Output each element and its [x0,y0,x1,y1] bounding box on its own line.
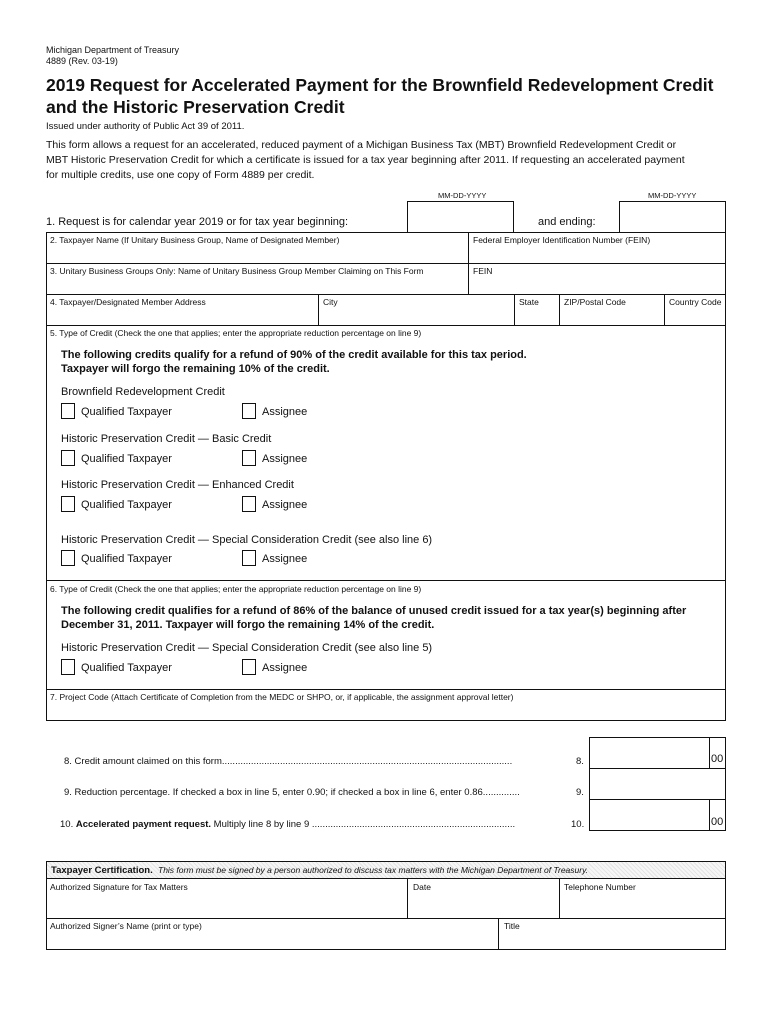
end-date-format: MM-DD-YYYY [648,191,697,200]
checkbox-label: Qualified Taxpayer [81,453,172,465]
line5-qualify-line2: Taxpayer will forgo the remaining 10% of the credit. [61,363,330,375]
checkbox-label: Assignee [262,662,308,674]
line6-qualified-checkbox[interactable] [61,659,75,675]
signer-title-field[interactable] [500,932,725,949]
form-title-line1: 2019 Request for Accelerated Payment for the Brownfield Redevelopment Credit [46,75,714,95]
signature-label: Authorized Signature for Tax Matters [50,882,188,892]
authority-text: Issued under authority of Public Act 39 of 2011. [46,121,245,132]
historic-special-assignee-checkbox[interactable] [242,550,256,566]
fein-label: Federal Employer Identification Number (FEIN) [473,235,651,245]
checkbox-label: Assignee [262,553,308,565]
historic-enhanced-title: Historic Preservation Credit — Enhanced Credit [61,479,294,491]
signature-date-field[interactable] [409,893,558,917]
address-field[interactable] [47,308,317,325]
signer-name-label: Authorized Signer’s Name (print or type) [50,921,202,931]
line6-qualify-line1: The following credit qualifies for a refund of 86% of the balance of unused credit issued for a tax year(s) beginning after [61,605,687,617]
line7-label: 7. Project Code (Attach Certificate of Completion from the MEDC or SHPO, or, if applicable, the assignment approval letter) [50,692,514,702]
country-label: Country Code [669,297,722,307]
cert-divider [407,878,408,918]
brownfield-assignee-checkbox[interactable] [242,403,256,419]
cert-divider [46,918,726,919]
line2-label: 2. Taxpayer Name (If Unitary Business Group, Name of Designated Member) [50,235,340,245]
line1-label: 1. Request is for calendar year 2019 or for tax year beginning: [46,216,349,228]
certification-heading: Taxpayer Certification. This form must be signed by a person authorized to discuss tax matters with the Michigan Department of Treasury. [51,865,589,876]
checkbox-label: Qualified Taxpayer [81,499,172,511]
country-field[interactable] [666,308,725,325]
cert-divider [559,878,560,918]
historic-basic-assignee-checkbox[interactable] [242,450,256,466]
zip-field[interactable] [561,308,663,325]
cents-divider [709,799,710,831]
state-label: State [519,297,539,307]
line8-cents: 00 [711,753,724,765]
line6-assignee-checkbox[interactable] [242,659,256,675]
historic-special-title: Historic Preservation Credit — Special Consideration Credit (see also line 6) [61,534,433,546]
grid-divider [664,294,665,326]
historic-basic-title: Historic Preservation Credit — Basic Credit [61,433,272,445]
intro-line1: This form allows a request for an accelerated, reduced payment of a Michigan Business Tax (MBT) Brownfield Redevelopment Credit or [46,139,677,151]
title-label: Title [504,921,520,931]
begin-date-field[interactable] [407,201,514,233]
member-fein-label: FEIN [473,266,493,276]
member-name-field[interactable] [47,278,467,293]
line10-amount-field[interactable] [590,800,708,830]
grid-divider [46,294,726,295]
line3-label: 3. Unitary Business Groups Only: Name of Unitary Business Group Member Claiming on This Form [50,266,424,276]
signer-name-field[interactable] [47,932,497,949]
ending-label: and ending: [538,216,596,228]
city-label: City [323,297,338,307]
line9-percentage-field[interactable] [590,769,725,798]
checkbox-label: Assignee [262,499,308,511]
checkbox-label: Qualified Taxpayer [81,553,172,565]
historic-basic-qualified-checkbox[interactable] [61,450,75,466]
brownfield-qualified-checkbox[interactable] [61,403,75,419]
phone-field[interactable] [561,893,725,917]
line10-label: 10. Accelerated payment request. Multiply line 8 by line 9 ............................................................................. [60,819,516,830]
checkbox-label: Qualified Taxpayer [81,662,172,674]
form-title-line2: and the Historic Preservation Credit [46,97,345,117]
grid-divider [559,294,560,326]
intro-line3: for multiple credits, use one copy of Form 4889 per credit. [46,169,315,181]
begin-date-format: MM-DD-YYYY [438,191,487,200]
line8-number: 8. [576,756,584,767]
line8-amount-field[interactable] [590,738,708,767]
historic-special-qualified-checkbox[interactable] [61,550,75,566]
grid-divider [468,232,469,294]
line5-qualify-line1: The following credits qualify for a refund of 90% of the credit available for this tax period. [61,349,527,361]
line10-number: 10. [571,819,585,830]
checkbox-label: Assignee [262,406,308,418]
cert-divider [498,918,499,950]
signature-field[interactable] [47,893,406,917]
line10-cents: 00 [711,816,724,828]
grid-divider [514,294,515,326]
taxpayer-name-field[interactable] [47,247,467,262]
line8-label: 8. Credit amount claimed on this form.............................................................................................................. [64,756,513,767]
line6-label: 6. Type of Credit (Check the one that applies; enter the appropriate reduction percentage on line 9) [50,584,422,594]
state-field[interactable] [516,308,558,325]
brownfield-title: Brownfield Redevelopment Credit [61,386,225,398]
zip-label: ZIP/Postal Code [564,297,626,307]
city-field[interactable] [320,308,513,325]
address-label: 4. Taxpayer/Designated Member Address [50,297,206,307]
line9-label: 9. Reduction percentage. If checked a box in line 5, enter 0.90; if checked a box in line 6, enter 0.86.............. [64,787,520,798]
checkbox-label: Assignee [262,453,308,465]
checkbox-label: Qualified Taxpayer [81,406,172,418]
form-revision: 4889 (Rev. 03-19) [46,56,118,66]
date-label: Date [413,882,431,892]
line9-number: 9. [576,787,584,798]
intro-line2: MBT Historic Preservation Credit for which a certificate is issued for a tax year beginning after 2011. If requesting an accelerated payment [46,154,685,166]
line5-label: 5. Type of Credit (Check the one that applies; enter the appropriate reduction percentage on line 9) [50,328,422,338]
historic-enhanced-qualified-checkbox[interactable] [61,496,75,512]
grid-divider [46,263,726,264]
end-date-field[interactable] [619,201,726,233]
cents-divider [709,737,710,768]
phone-label: Telephone Number [564,882,636,892]
fein-field[interactable] [470,247,725,262]
line6-qualify-line2: December 31, 2011. Taxpayer will forgo the remaining 14% of the credit. [61,619,435,631]
department-name: Michigan Department of Treasury [46,45,180,55]
member-fein-field[interactable] [470,278,725,293]
grid-divider [318,294,319,326]
historic-enhanced-assignee-checkbox[interactable] [242,496,256,512]
line6-group-title: Historic Preservation Credit — Special Consideration Credit (see also line 5) [61,642,433,654]
